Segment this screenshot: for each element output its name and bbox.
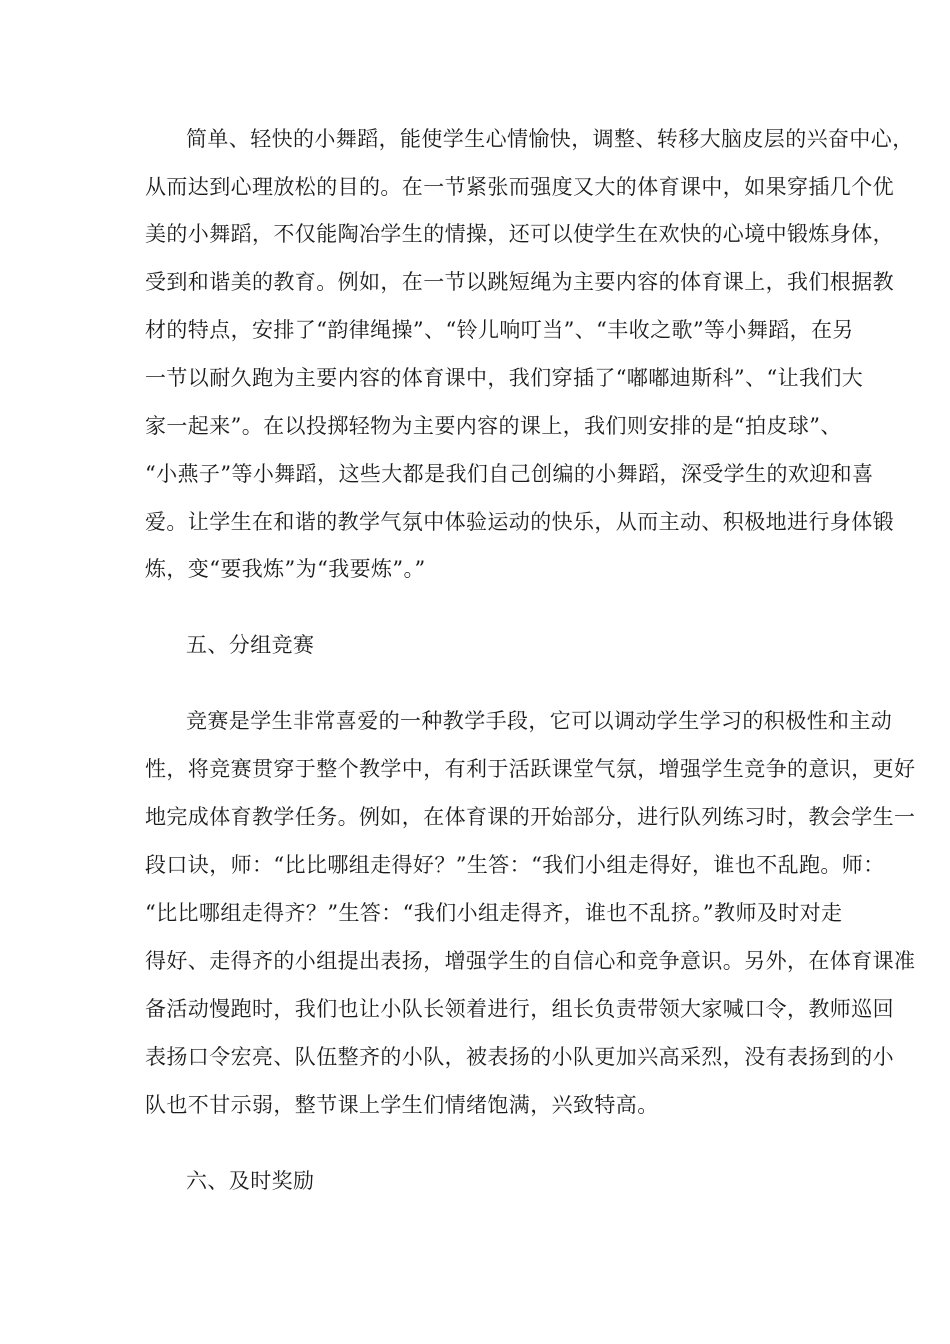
section-heading: 六、及时奖励 (186, 1169, 315, 1193)
paragraph-line: 性，将竞赛贯穿于整个教学中，有利于活跃课堂气氛，增强学生竞争的意识，更好 (145, 757, 916, 781)
paragraph-line: 家一起来”。在以投掷轻物为主要内容的课上，我们则安排的是“拍皮球”、 (145, 414, 842, 438)
paragraph-line: 队也不甘示弱，整节课上学生们情绪饱满，兴致特高。 (145, 1093, 659, 1117)
paragraph-line: 简单、轻快的小舞蹈，能使学生心情愉快，调整、转移大脑皮层的兴奋中心， (186, 127, 914, 151)
paragraph-line: 炼，变“要我炼”为“我要炼”。” (145, 557, 426, 581)
paragraph-line: 爱。让学生在和谐的教学气氛中体验运动的快乐，从而主动、积极地进行身体锻 (145, 510, 894, 534)
paragraph-line: “比比哪组走得齐？”生答：“我们小组走得齐，谁也不乱挤。”教师及时对走 (145, 901, 843, 925)
paragraph-line: 备活动慢跑时，我们也让小队长领着进行，组长负责带领大家喊口令，教师巡回 (145, 997, 894, 1021)
paragraph-line: 得好、走得齐的小组提出表扬，增强学生的自信心和竞争意识。另外，在体育课准 (145, 949, 916, 973)
paragraph-line: 材的特点，安排了“韵律绳操”、“铃儿响叮当”、“丰收之歌”等小舞蹈，在另 (145, 318, 854, 342)
paragraph-line: 从而达到心理放松的目的。在一节紧张而强度又大的体育课中，如果穿插几个优 (145, 175, 894, 199)
paragraph-line: 表扬口令宏亮、队伍整齐的小队，被表扬的小队更加兴高采烈，没有表扬到的小 (145, 1045, 894, 1069)
paragraph-line: 竞赛是学生非常喜爱的一种教学手段，它可以调动学生学习的积极性和主动 (186, 709, 893, 733)
paragraph-line: 一节以耐久跑为主要内容的体育课中，我们穿插了“嘟嘟迪斯科”、“让我们大 (145, 366, 864, 390)
paragraph-line: 受到和谐美的教育。例如，在一节以跳短绳为主要内容的体育课上，我们根据教 (145, 270, 894, 294)
paragraph-line: 美的小舞蹈，不仅能陶冶学生的情操，还可以使学生在欢快的心境中锻炼身体， (145, 222, 894, 246)
section-heading: 五、分组竞赛 (186, 633, 315, 657)
paragraph-line: “小燕子”等小舞蹈，这些大都是我们自己创编的小舞蹈，深受学生的欢迎和喜 (145, 462, 874, 486)
paragraph-line: 地完成体育教学任务。例如，在体育课的开始部分，进行队列练习时，教会学生一 (145, 805, 916, 829)
paragraph-line: 段口诀，师：“比比哪组走得好？”生答：“我们小组走得好，谁也不乱跑。师： (145, 853, 885, 877)
